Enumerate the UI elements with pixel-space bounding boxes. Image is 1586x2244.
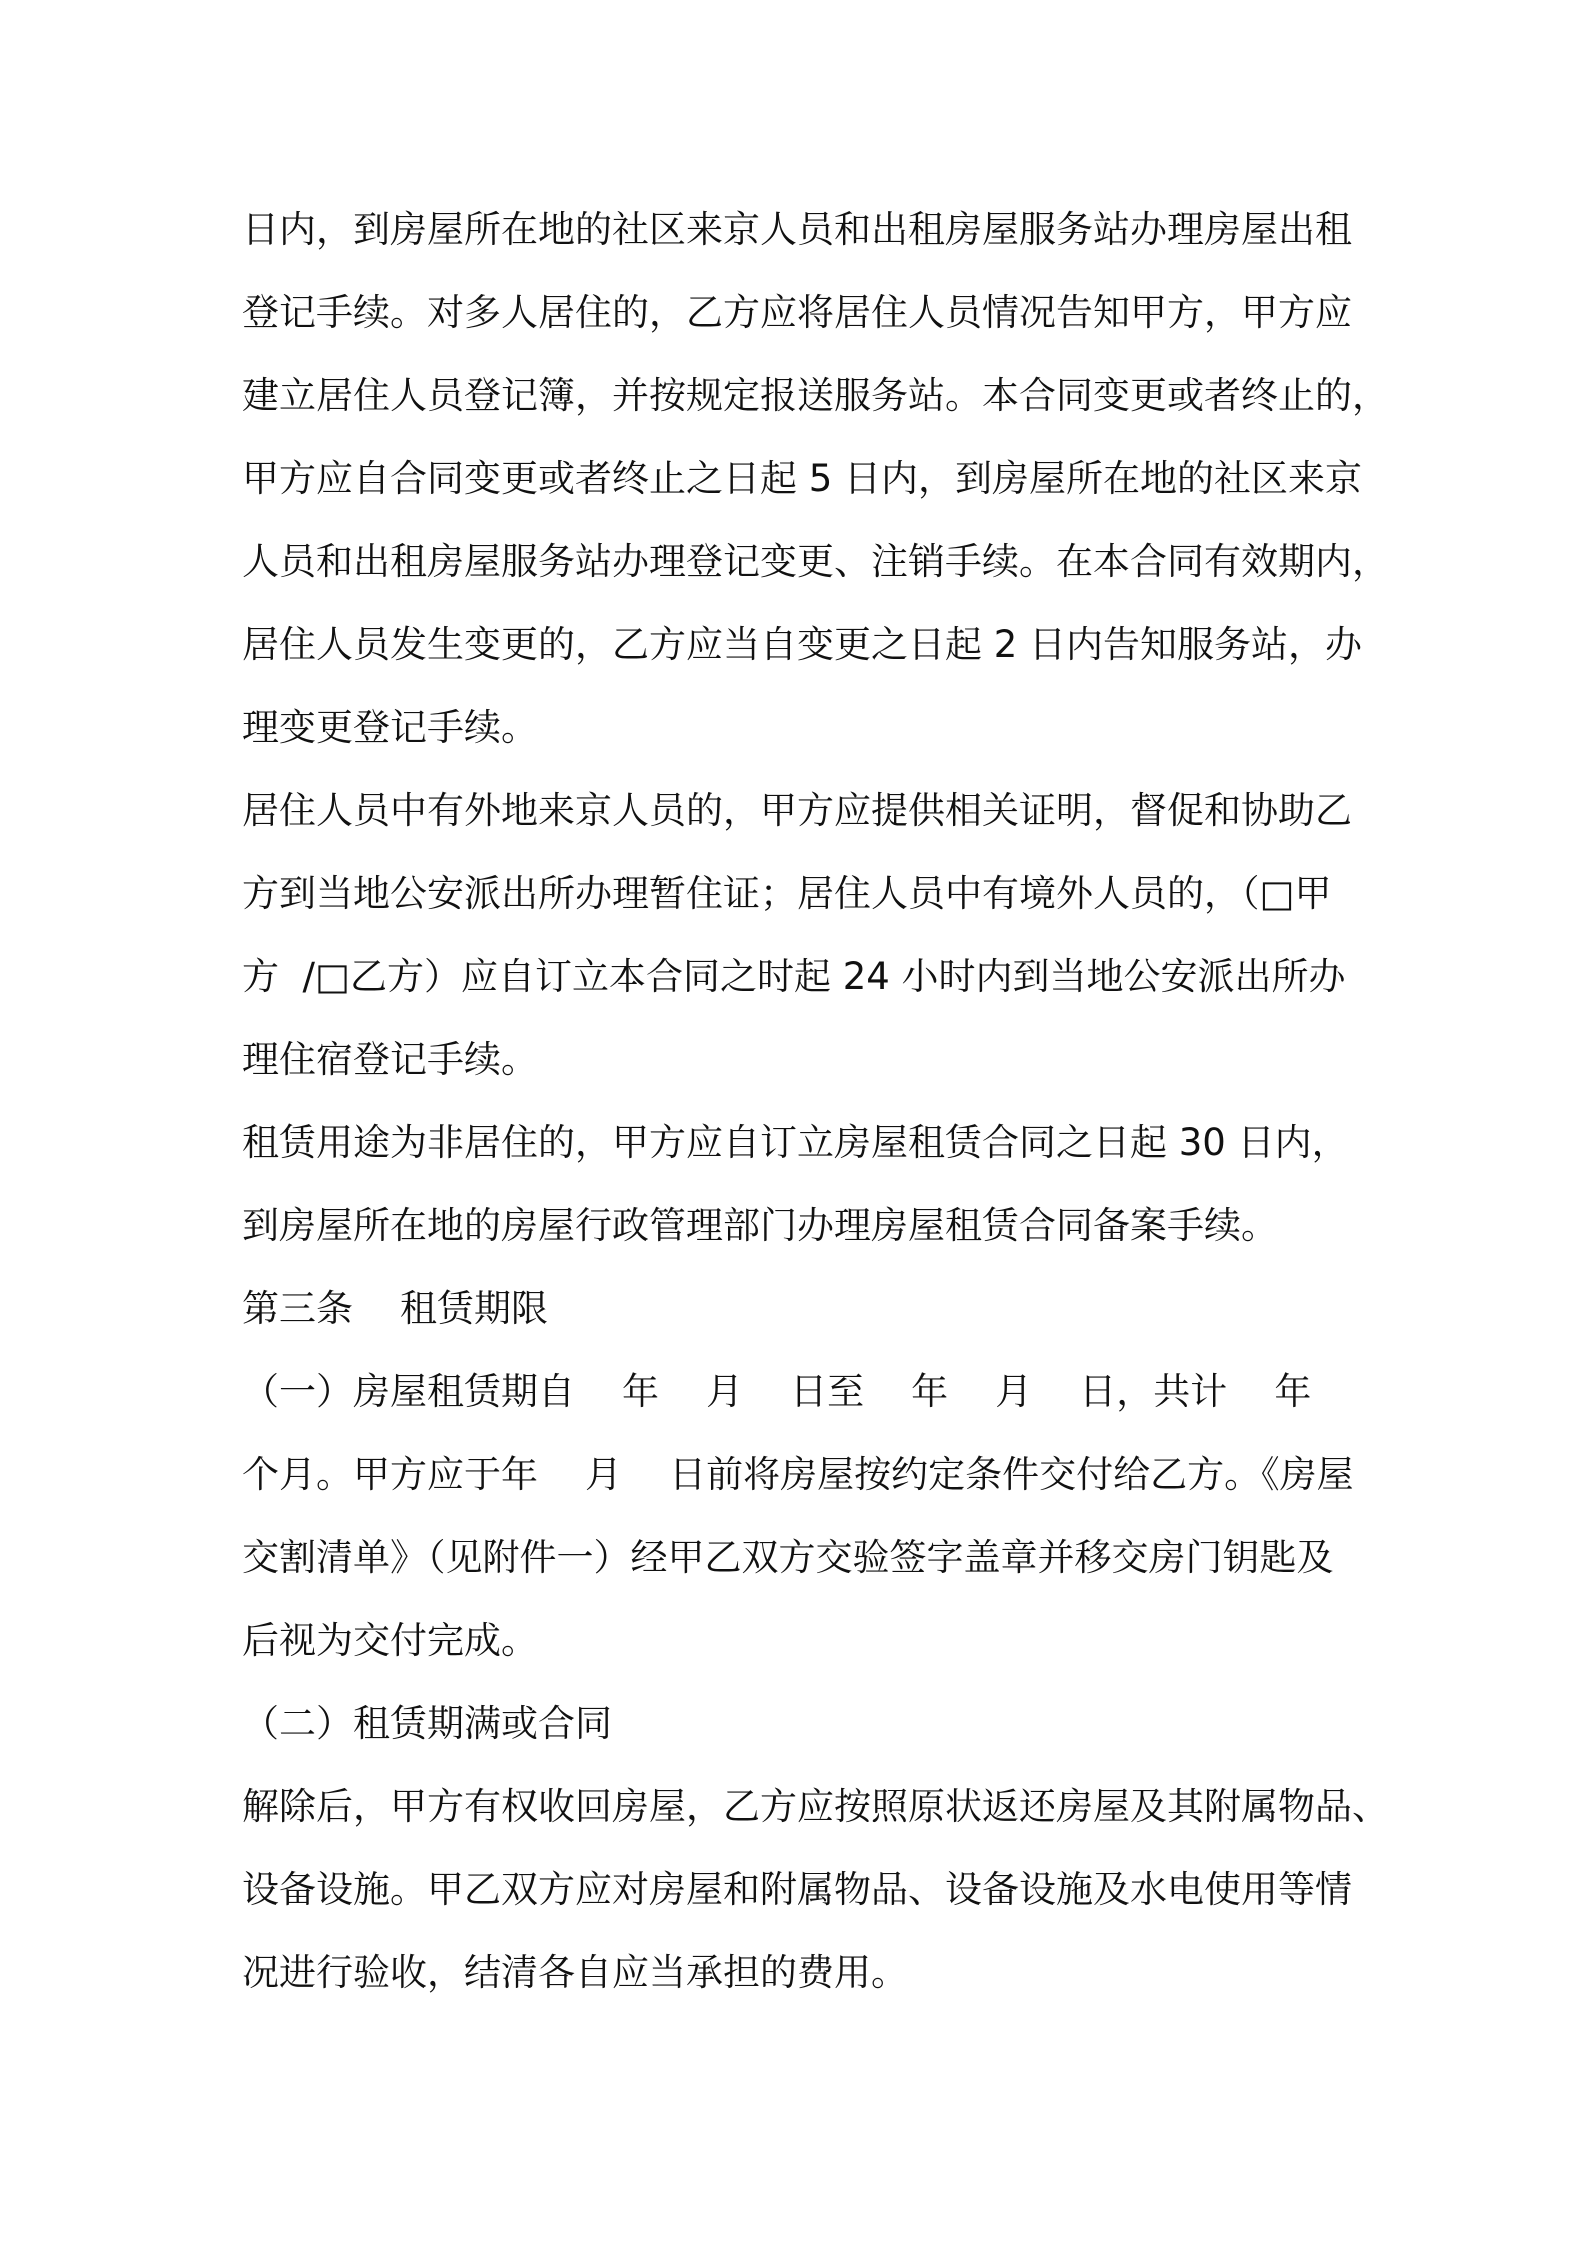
section-heading: 第三条 租赁期限 [242, 1287, 549, 1330]
text-line: 居住人员中有外地来京人员的，甲方应提供相关证明，督促和协助乙 [242, 789, 1352, 832]
text-line: 理住宿登记手续。 [242, 1038, 538, 1081]
text-line: 解除后，甲方有权收回房屋，乙方应按照原状返还房屋及其附属物品、 [242, 1785, 1389, 1828]
text-line: 租赁用途为非居住的，甲方应自订立房屋租赁合同之日起 30 日内， [242, 1121, 1349, 1164]
text-line: 方 /□乙方）应自订立本合同之时起 24 小时内到当地公安派出所办 [242, 955, 1346, 998]
text-line: 交割清单》（见附件一）经甲乙双方交验签字盖章并移交房门钥匙及 [242, 1536, 1334, 1579]
text-line: 方到当地公安派出所办理暂住证；居住人员中有境外人员的，（□甲 [242, 872, 1332, 915]
text-line: （二）租赁期满或合同 [242, 1702, 612, 1745]
text-line: 况进行验收，结清各自应当承担的费用。 [242, 1951, 908, 1994]
text-line: 日内，到房屋所在地的社区来京人员和出租房屋服务站办理房屋出租 [242, 208, 1352, 251]
text-line: 设备设施。甲乙双方应对房屋和附属物品、设备设施及水电使用等情 [242, 1868, 1352, 1911]
text-line: 后视为交付完成。 [242, 1619, 538, 1662]
text-line: 到房屋所在地的房屋行政管理部门办理房屋租赁合同备案手续。 [242, 1204, 1278, 1247]
text-line: （一）房屋租赁期自 年 月 日至 年 月 日，共计 年 [242, 1370, 1312, 1413]
text-line: 甲方应自合同变更或者终止之日起 5 日内，到房屋所在地的社区来京 [242, 457, 1363, 500]
text-line: 人员和出租房屋服务站办理登记变更、注销手续。在本合同有效期内， [242, 540, 1389, 583]
text-line: 理变更登记手续。 [242, 706, 538, 749]
text-line: 登记手续。对多人居住的，乙方应将居住人员情况告知甲方，甲方应 [242, 291, 1352, 334]
text-line: 个月。甲方应于年 月 日前将房屋按约定条件交付给乙方。《房屋 [242, 1453, 1354, 1496]
text-line: 建立居住人员登记簿，并按规定报送服务站。本合同变更或者终止的， [242, 374, 1389, 417]
text-line: 居住人员发生变更的，乙方应当自变更之日起 2 日内告知服务站，办 [242, 623, 1363, 666]
